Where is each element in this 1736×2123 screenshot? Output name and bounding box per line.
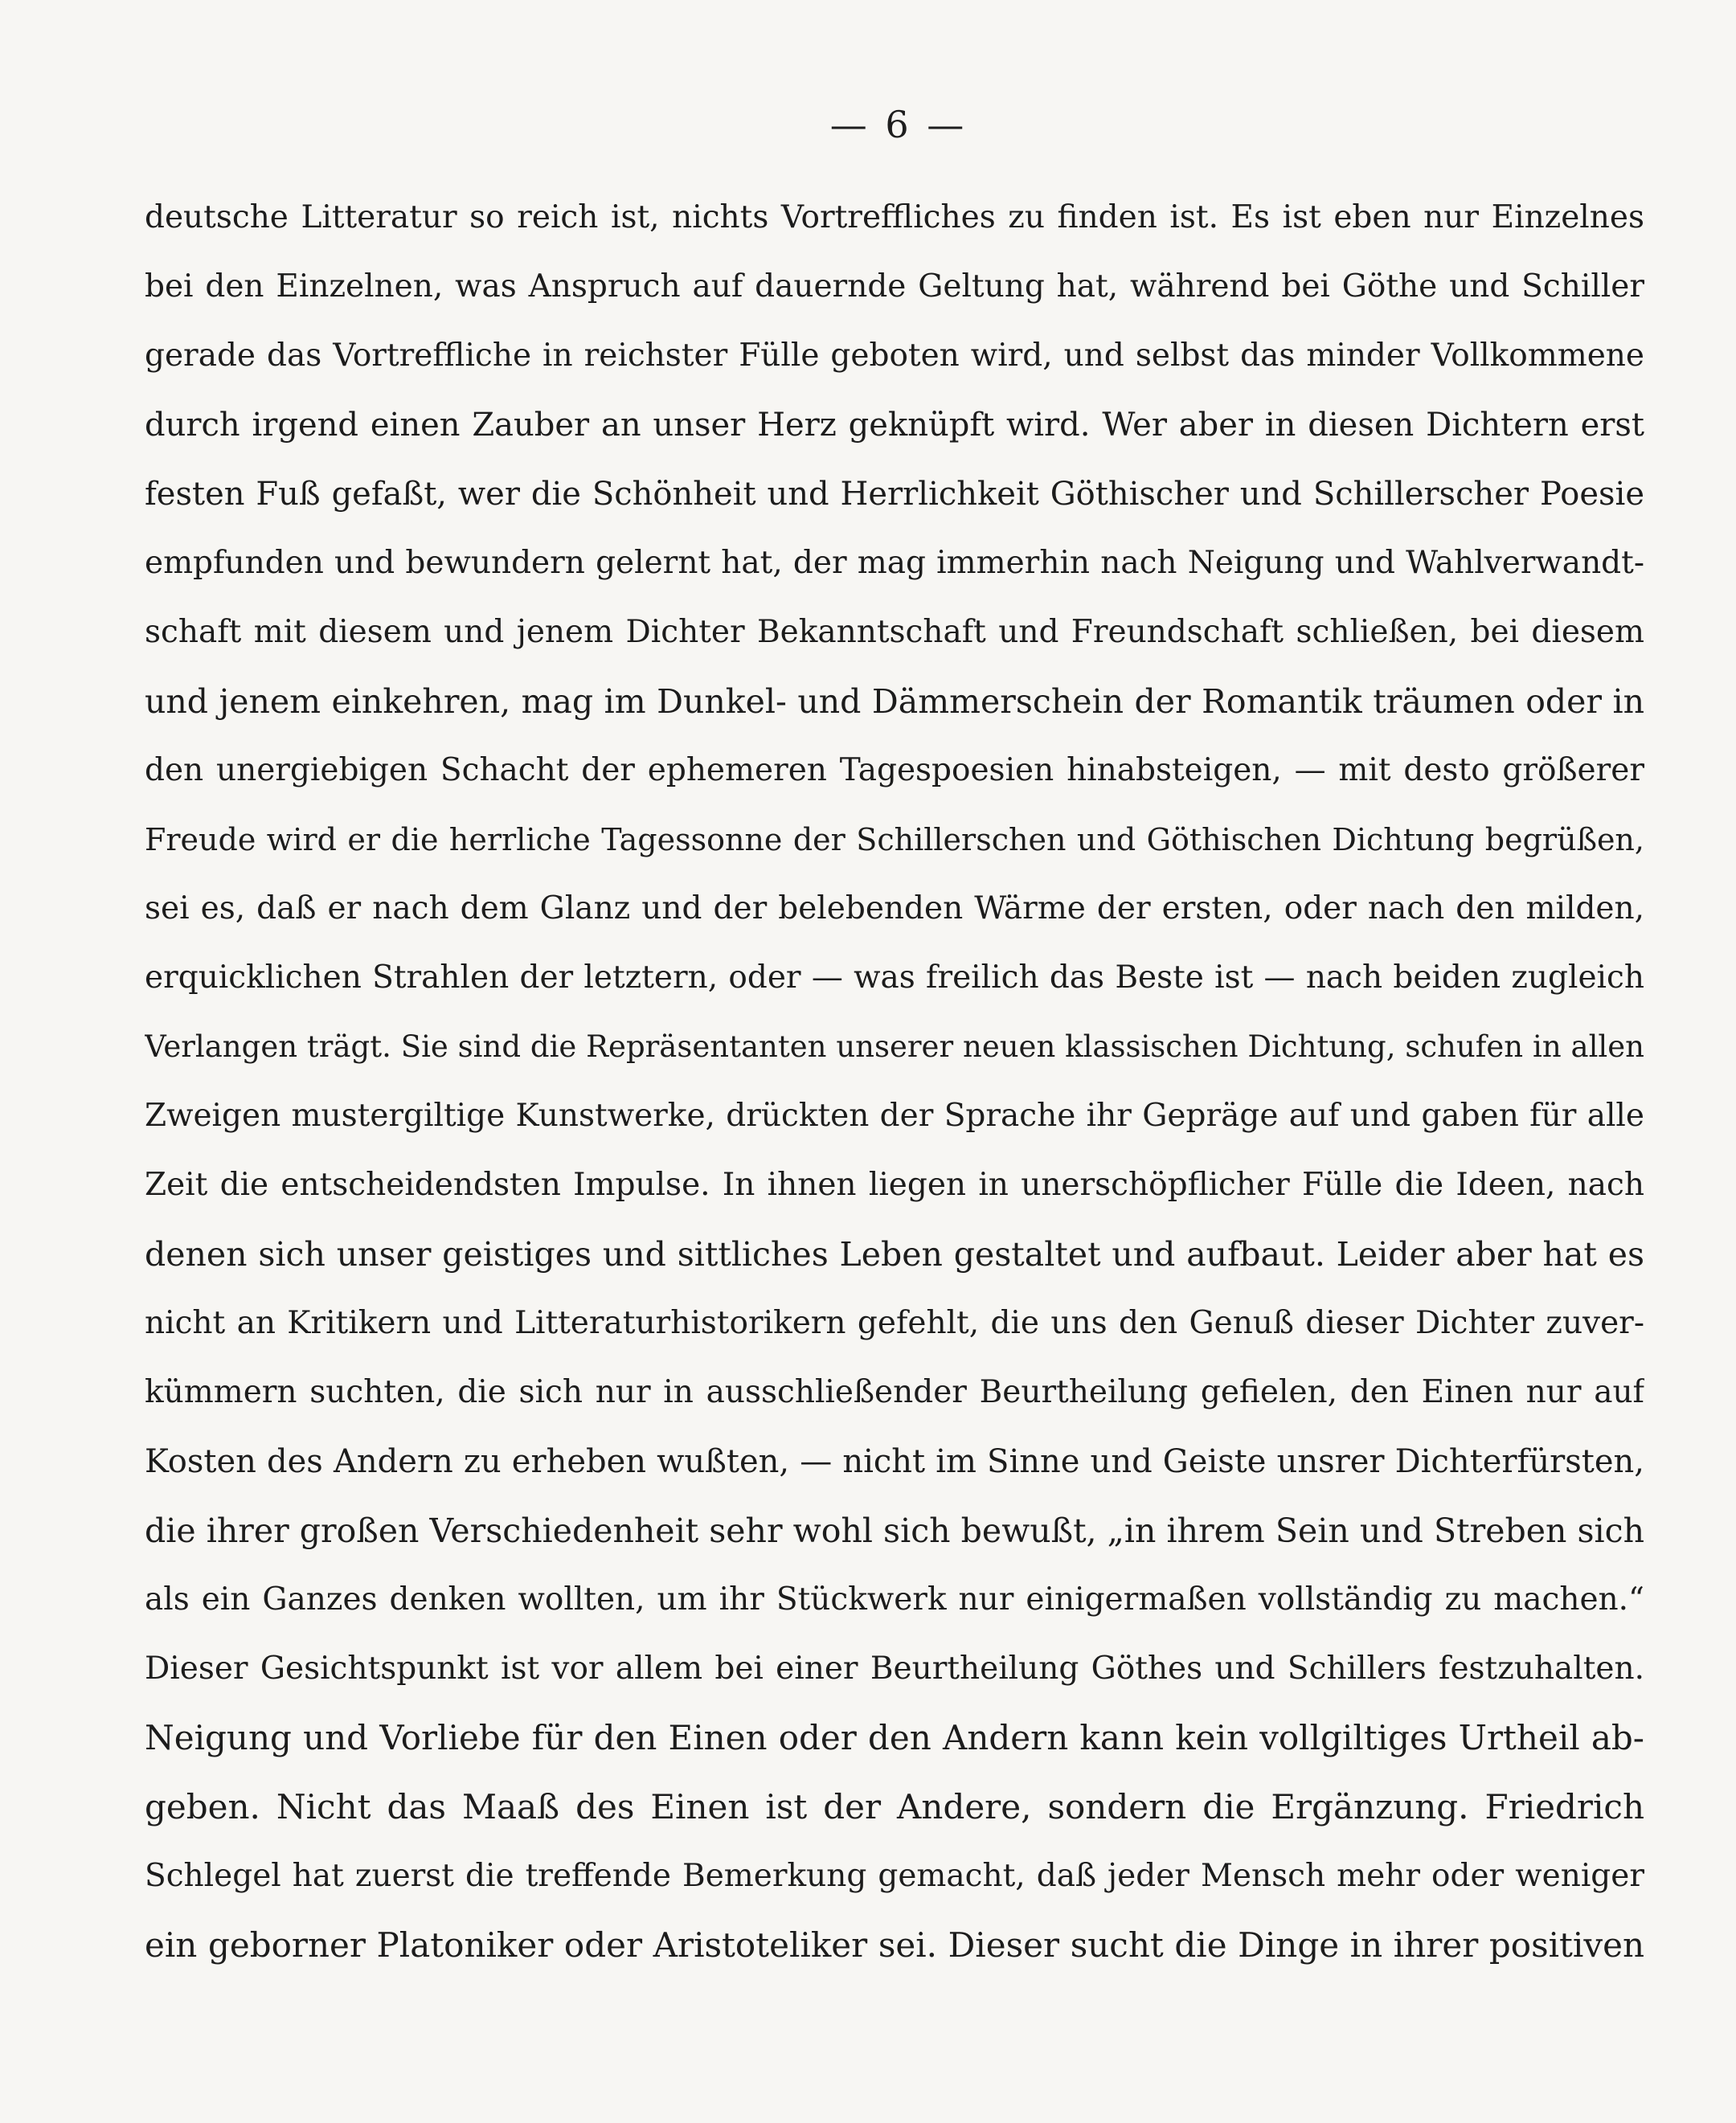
text-line: und jenem einkehren, mag im Dunkel- und Dämmerschein der Romantik träumen oder in [145,682,1644,721]
text-line: als ein Ganzes denken wollten, um ihr Stückwerk nur einigermaßen vollständig zu machen.“ [145,1581,1644,1618]
text-line: Dieser Gesichtspunkt ist vor allem bei einer Beurtheilung Göthes und Schillers festzuhalten. [145,1651,1644,1687]
text-line: nicht an Kritikern und Litteraturhistorikern gefehlt, die uns den Genuß dieser Dichter zuver- [145,1305,1644,1341]
text-line: deutsche Litteratur so reich ist, nichts Vortreffliches zu finden ist. Es ist eben nur Einzelnes [145,199,1644,235]
text-line: ein geborner Platoniker oder Aristoteliker sei. Dieser sucht die Dinge in ihrer positiven [145,1925,1644,1965]
text-line: sei es, daß er nach dem Glanz und der belebenden Wärme der ersten, oder nach den milden, [145,890,1644,927]
text-line: gerade das Vortreffliche in reichster Fülle geboten wird, und selbst das minder Vollkommene [145,337,1644,374]
page-number: — 6 — [829,103,968,146]
body-text [145,183,1644,1980]
text-line: geben. Nicht das Maaß des Einen ist der Andere, sondern die Ergänzung. Friedrich [145,1787,1644,1826]
text-line: erquicklichen Strahlen der letztern, oder — was freilich das Beste ist — nach beiden zugleich [145,959,1644,996]
text-line: den unergiebigen Schacht der ephemeren Tagespoesien hinabsteigen, — mit desto größerer [145,752,1644,788]
text-line: empfunden und bewundern gelernt hat, der mag immerhin nach Neigung und Wahlverwandt- [145,545,1644,581]
text-line: Neigung und Vorliebe für den Einen oder den Andern kann kein vollgiltiges Urtheil ab- [145,1718,1644,1757]
text-line: schaft mit diesem und jenem Dichter Bekanntschaft und Freundschaft schließen, bei diesem [145,614,1644,650]
text-line: Schlegel hat zuerst die treffende Bemerkung gemacht, daß jeder Mensch mehr oder weniger [145,1858,1644,1894]
text-line: festen Fuß gefaßt, wer die Schönheit und Herrlichkeit Göthischer und Schillerscher Poesie [145,476,1644,513]
text-line: Verlangen trägt. Sie sind die Repräsentanten unserer neuen klassischen Dichtung, schufen in allen [145,1029,1644,1064]
text-line: durch irgend einen Zauber an unser Herz geknüpft wird. Wer aber in diesen Dichtern erst [145,407,1644,444]
text-line: bei den Einzelnen, was Anspruch auf dauernde Geltung hat, während bei Göthe und Schiller [145,268,1644,305]
text-line: Zweigen mustergiltige Kunstwerke, drückten der Sprache ihr Gepräge auf und gaben für alle [145,1098,1644,1134]
text-line: denen sich unser geistiges und sittliches Leben gestaltet und aufbaut. Leider aber hat es [145,1235,1644,1274]
text-line: Freude wird er die herrliche Tagessonne der Schillerschen und Göthischen Dichtung begrüßen, [145,822,1644,857]
text-line: die ihrer großen Verschiedenheit sehr wohl sich bewußt, „in ihrem Sein und Streben sich [145,1511,1644,1550]
text-line: Kosten des Andern zu erheben wußten, — nicht im Sinne und Geiste unsrer Dichterfürsten, [145,1443,1644,1480]
text-line: kümmern suchten, die sich nur in ausschließender Beurtheilung gefielen, den Einen nur auf [145,1374,1644,1410]
text-line: Zeit die entscheidendsten Impulse. In ihnen liegen in unerschöpflicher Fülle die Ideen, nach [145,1167,1644,1203]
